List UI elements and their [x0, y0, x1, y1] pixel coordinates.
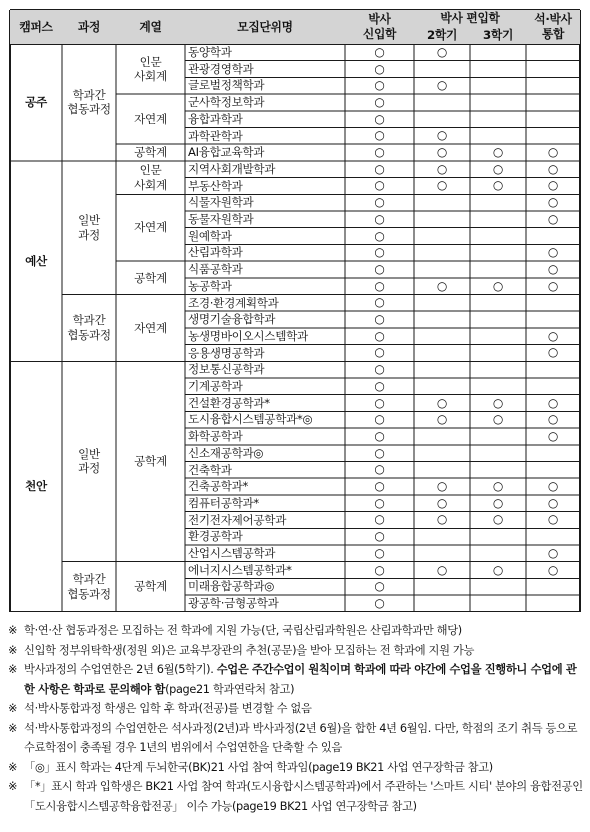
availability-mark: ○: [547, 345, 559, 360]
note-text: 「◎」표시 학과는 4단계 두뇌한국(BK)21 사업 참여 학과임(page19 BK21 사업 연구장학금 참고): [24, 760, 493, 774]
process-cell: 일반 과정: [78, 213, 100, 242]
footnotes: [8, 621, 586, 816]
department-name: 화학공학과: [188, 429, 243, 444]
note-item: [8, 699, 586, 719]
availability-mark: ○: [374, 312, 385, 327]
availability-mark: ○: [492, 495, 504, 510]
department-name: 융합과학과: [188, 111, 243, 126]
note-symbol: ※: [8, 780, 18, 793]
availability-mark: ○: [547, 145, 559, 160]
note-text: 박사과정의 수업연한은 2년 6월(5학기).: [24, 663, 217, 676]
availability-mark: ○: [492, 512, 504, 527]
availability-mark: ○: [436, 479, 448, 494]
department-name: 미래융합공학과◎: [188, 579, 275, 594]
availability-mark: ○: [436, 512, 448, 527]
note-text: 「*」표시 학과 입학생은 BK21 사업 참여 학과(도시융합시스템공학과)에서 주관하는 '스마트 시티' 분야의 융합전공인 「도시융합시스템공학융합전공」 이수 가능(page19 BK21 사업 연구장학금 참고): [24, 780, 583, 813]
availability-mark: ○: [374, 195, 385, 210]
department-name: 응용생명공학과: [188, 345, 265, 360]
availability-mark: ○: [492, 145, 504, 160]
department-name: 생명기술융합학과: [188, 312, 276, 327]
header-phd-new: 박사 신입학: [345, 10, 414, 44]
campus-cell: 예산: [25, 253, 47, 268]
availability-mark: ○: [374, 562, 385, 577]
process-cell: 학과간 협동과정: [67, 572, 111, 601]
note-text: 석·박사통합과정 학생은 입학 후 학과(전공)를 변경할 수 없음: [24, 702, 312, 715]
availability-mark: ○: [374, 111, 385, 126]
field-cell: 자연계: [134, 320, 167, 335]
availability-mark: ○: [374, 428, 385, 443]
note-symbol: ※: [8, 702, 18, 715]
availability-mark: ○: [374, 94, 385, 109]
availability-mark: ○: [374, 395, 385, 410]
department-name: 환경공학과: [188, 529, 243, 544]
department-name: 동물자원학과: [188, 212, 254, 227]
note-symbol: ※: [8, 624, 18, 637]
header-semester-3: 3학기: [470, 27, 526, 44]
department-name: 정보통신공학과: [188, 362, 265, 377]
availability-mark: ○: [374, 345, 385, 360]
availability-mark: ○: [547, 412, 559, 427]
department-name: 광공학·금형공학과: [188, 596, 279, 611]
header-semester-2: 2학기: [414, 27, 470, 44]
department-name: 농공학과: [188, 278, 232, 293]
availability-mark: ○: [374, 61, 385, 76]
field-cell: 공학계: [134, 454, 167, 469]
availability-mark: ○: [374, 529, 385, 544]
availability-mark: ○: [547, 211, 559, 226]
department-name: 식물자원학과: [188, 195, 254, 210]
header-process: 과정: [62, 10, 116, 44]
availability-mark: ○: [374, 295, 385, 310]
availability-mark: ○: [492, 395, 504, 410]
availability-mark: ○: [547, 178, 559, 193]
availability-mark: ○: [374, 328, 385, 343]
header-field: 계열: [116, 10, 185, 44]
field-cell: 자연계: [134, 220, 167, 235]
note-item: [8, 641, 586, 661]
availability-mark: ○: [436, 44, 448, 59]
availability-mark: ○: [374, 495, 385, 510]
note-symbol: ※: [8, 721, 18, 735]
note-text: (page21 학과연락처 참고): [165, 682, 295, 696]
department-name: 산림과학과: [188, 245, 243, 260]
availability-mark: ○: [374, 178, 385, 193]
availability-mark: ○: [547, 245, 559, 260]
availability-mark: ○: [374, 445, 385, 460]
availability-mark: ○: [374, 412, 385, 427]
availability-mark: ○: [492, 412, 504, 427]
field-cell: 공학계: [134, 270, 167, 285]
availability-mark: ○: [547, 545, 559, 560]
department-name: 식품공학과: [188, 262, 243, 277]
availability-mark: ○: [547, 328, 559, 343]
availability-mark: ○: [374, 128, 385, 143]
note-symbol: ※: [8, 663, 18, 676]
availability-mark: ○: [547, 495, 559, 510]
field-cell: 자연계: [134, 111, 167, 126]
note-item: [8, 660, 586, 699]
availability-mark: ○: [547, 512, 559, 527]
availability-mark: ○: [374, 261, 385, 276]
availability-mark: ○: [436, 412, 448, 427]
field-cell: 인문 사회계: [134, 163, 167, 192]
availability-mark: ○: [436, 495, 448, 510]
availability-mark: ○: [374, 378, 385, 393]
note-item: [8, 621, 586, 641]
department-name: 과학관학과: [188, 128, 243, 143]
availability-mark: ○: [436, 395, 448, 410]
note-emphasis: 수업은 주간수업이 원칙이며 학과에 따라 야간에 수업을 진행하니 수업에 관한 사항은 학과로 문의해야 함: [24, 663, 577, 696]
availability-mark: ○: [436, 278, 448, 293]
department-name: 건축공학과*: [188, 479, 248, 494]
availability-mark: ○: [492, 278, 504, 293]
availability-mark: ○: [374, 161, 385, 176]
department-name: 부동산학과: [188, 178, 243, 193]
note-text: 학·연·산 협동과정은 모집하는 전 학과에 지원 가능(단, 국립산림과학원은 산림과학과만 해당): [24, 624, 462, 637]
department-name: AI융합교육학과: [188, 145, 265, 160]
availability-mark: ○: [492, 562, 504, 577]
note-symbol: ※: [8, 643, 18, 657]
availability-mark: ○: [436, 161, 448, 176]
header-phd-transfer: 박사 편입학: [414, 10, 526, 27]
availability-mark: ○: [374, 512, 385, 527]
availability-mark: ○: [374, 362, 385, 377]
process-cell: 학과간 협동과정: [67, 313, 111, 342]
availability-mark: ○: [374, 211, 385, 226]
availability-mark: ○: [374, 479, 385, 494]
availability-mark: ○: [374, 44, 385, 59]
department-name: 동양학과: [188, 45, 232, 60]
department-name: 건축학과: [188, 462, 232, 477]
department-name: 글로벌정책학과: [188, 78, 265, 93]
note-text: 석·박사통합과정의 수업연한은 석사과정(2년)과 박사과정(2년 6월)을 합한 4년 6월임. 다만, 학점의 조기 취득 등으로 수료학점이 충족될 경우 1년의 범위에서 수업연한을 단축할 수 있음: [24, 721, 578, 754]
availability-mark: ○: [547, 428, 559, 443]
availability-mark: ○: [374, 462, 385, 477]
department-name: 산업시스템공학과: [188, 546, 276, 561]
field-cell: 공학계: [134, 579, 167, 594]
process-cell: 일반 과정: [78, 447, 100, 476]
availability-mark: ○: [374, 595, 385, 610]
campus-cell: 공주: [25, 95, 47, 110]
field-cell: 인문 사회계: [134, 54, 167, 84]
availability-mark: ○: [547, 161, 559, 176]
header-campus: 캠퍼스: [10, 10, 62, 44]
availability-mark: ○: [436, 562, 448, 577]
availability-mark: ○: [547, 479, 559, 494]
availability-mark: ○: [374, 545, 385, 560]
availability-mark: ○: [436, 178, 448, 193]
availability-mark: ○: [547, 195, 559, 210]
note-text: 신입학 정부위탁학생(정원 외)은 교육부장관의 추천(공문)을 받아 모집하는 전 학과에 지원 가능: [24, 643, 475, 657]
department-name: 원예학과: [188, 228, 232, 243]
department-name: 에너지시스템공학과*: [188, 562, 292, 577]
availability-mark: ○: [547, 395, 559, 410]
department-name: 건설환경공학과*: [188, 395, 270, 410]
availability-mark: ○: [374, 78, 385, 93]
note-symbol: ※: [8, 760, 18, 774]
department-name: 도시융합시스템공학과*◎: [188, 412, 313, 427]
header-department: 모집단위명: [185, 10, 345, 44]
department-name: 신소재공학과◎: [188, 445, 264, 460]
department-name: 농생명바이오시스템학과: [188, 328, 308, 343]
availability-mark: ○: [492, 178, 504, 193]
availability-mark: ○: [374, 145, 385, 160]
header-integrated: 석·박사 통합: [526, 10, 580, 44]
campus-cell: 천안: [25, 479, 47, 494]
department-name: 기계공학과: [188, 379, 243, 394]
availability-mark: ○: [492, 161, 504, 176]
note-item: [8, 719, 586, 758]
process-cell: 학과간 협동과정: [67, 87, 111, 117]
department-name: 관광경영학과: [188, 61, 254, 76]
availability-mark: ○: [374, 245, 385, 260]
department-name: 전기전자제어공학과: [188, 512, 287, 527]
availability-mark: ○: [436, 128, 448, 143]
availability-mark: ○: [374, 579, 385, 594]
availability-mark: ○: [374, 278, 385, 293]
availability-mark: ○: [492, 479, 504, 494]
department-name: 조경·환경계획학과: [188, 295, 279, 310]
department-name: 컴퓨터공학과*: [188, 495, 259, 510]
availability-mark: ○: [547, 562, 559, 577]
availability-mark: ○: [436, 78, 448, 93]
availability-mark: ○: [436, 145, 448, 160]
note-item: [8, 758, 586, 778]
availability-mark: ○: [374, 228, 385, 243]
availability-mark: ○: [547, 278, 559, 293]
department-name: 지역사회개발학과: [188, 161, 276, 176]
department-name: 군사학정보학과: [188, 95, 265, 110]
field-cell: 공학계: [134, 145, 167, 160]
note-item: [8, 777, 586, 816]
availability-mark: ○: [547, 261, 559, 276]
